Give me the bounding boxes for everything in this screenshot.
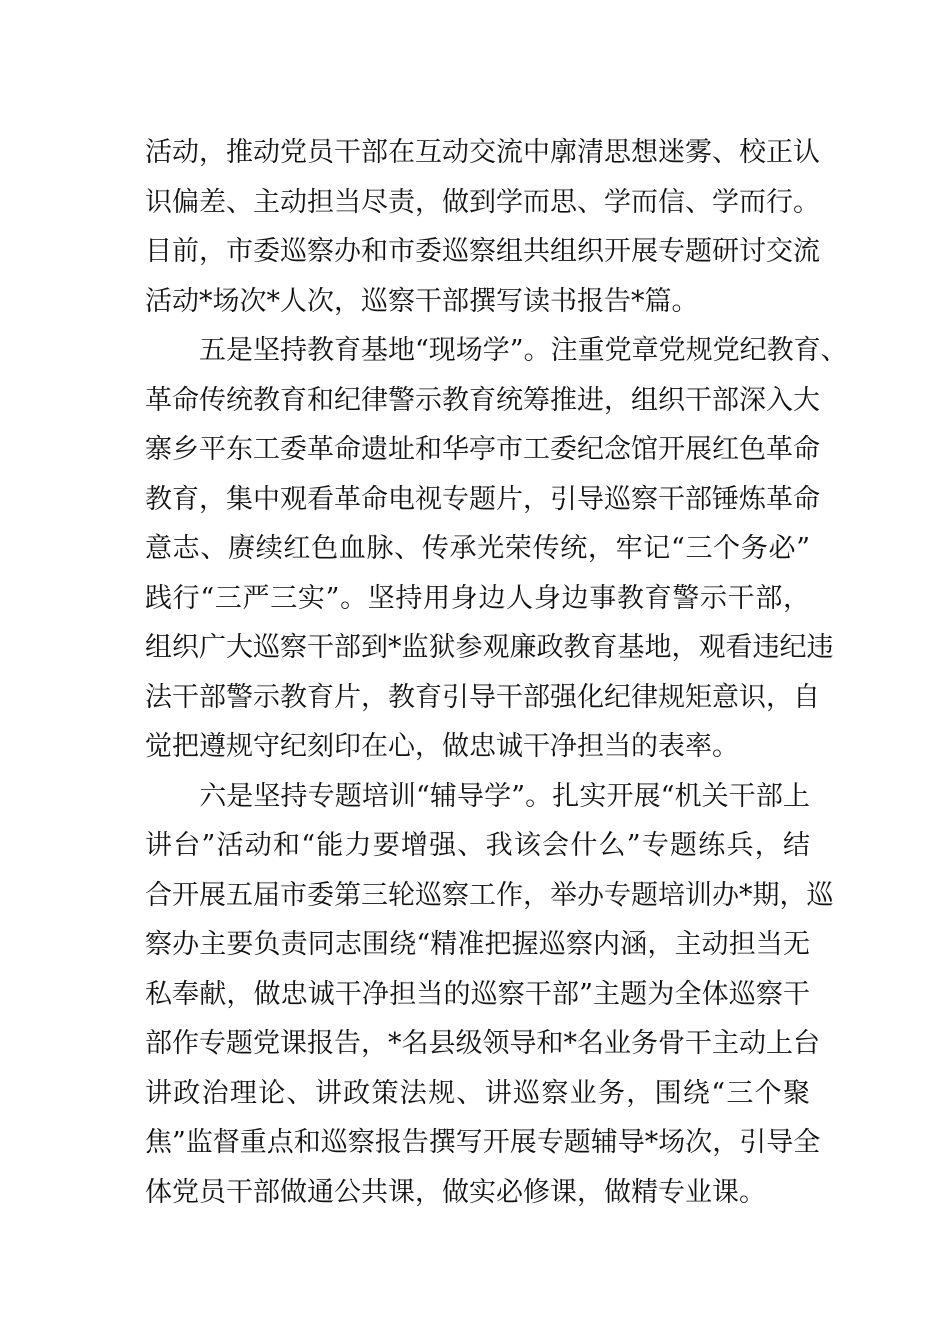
text-line: 部作专题党课报告，*名县级领导和*名业务骨干主动上台 (145, 1028, 820, 1059)
text-line: 讲政治理论、讲政策法规、讲巡察业务，围绕“三个聚 (145, 1077, 810, 1109)
paragraph-point-five (145, 326, 848, 772)
text-line: 法干部警示教育片，教育引导干部强化纪律规矩意识，自 (145, 681, 820, 713)
text-line: 焦”监督重点和巡察报告撰写开展专题辅导*场次，引导全 (145, 1127, 821, 1158)
text-line: 寨乡平东工委革命遗址和华亭市工委纪念馆开展红色革命 (145, 434, 820, 465)
text-line: 意志、赓续红色血脉、传承光荣传统，牢记“三个务必” (145, 533, 810, 564)
text-line: 私奉献，做忠诚干净担当的巡察干部”主题为全体巡察干 (145, 978, 810, 1010)
text-line: 体党员干部做通公共课，做实必修课，做精专业课。 (145, 1176, 766, 1208)
document-body (145, 128, 848, 1217)
text-line: 讲台”活动和“能力要增强、我该会什么”专题练兵，结 (145, 830, 810, 861)
text-line: 活动*场次*人次，巡察干部撰写读书报告*篇。 (145, 285, 699, 317)
text-line: 五是坚持教育基地“现场学”。注重党章党规党纪教育、 (145, 335, 848, 366)
text-line: 察办主要负责同志围绕“精准把握巡察内涵，主动担当无 (145, 929, 810, 960)
text-line: 觉把遵规守纪刻印在心，做忠诚干净担当的表率。 (145, 731, 739, 762)
text-line: 活动，推动党员干部在互动交流中廓清思想迷雾、校正认 (145, 137, 820, 168)
paragraph-continuation (145, 128, 820, 326)
text-line: 教育，集中观看革命电视专题片，引导巡察干部锤炼革命 (145, 483, 820, 515)
text-line: 六是坚持专题培训“辅导学”。扎实开展“机关干部上 (145, 780, 810, 812)
paragraph-point-six (145, 772, 834, 1218)
text-line: 合开展五届市委第三轮巡察工作，举办专题培训办*期，巡 (145, 879, 834, 911)
text-line: 践行“三严三实”。坚持用身边人身边事教育警示干部， (145, 582, 810, 614)
text-line: 目前，市委巡察办和市委巡察组共组织开展专题研讨交流 (145, 236, 820, 267)
text-line: 革命传统教育和纪律警示教育统筹推进，组织干部深入大 (145, 384, 820, 416)
text-line: 组织广大巡察干部到*监狱参观廉政教育基地，观看违纪违 (145, 632, 834, 663)
text-line: 识偏差、主动担当尽责，做到学而思、学而信、学而行。 (145, 186, 820, 218)
